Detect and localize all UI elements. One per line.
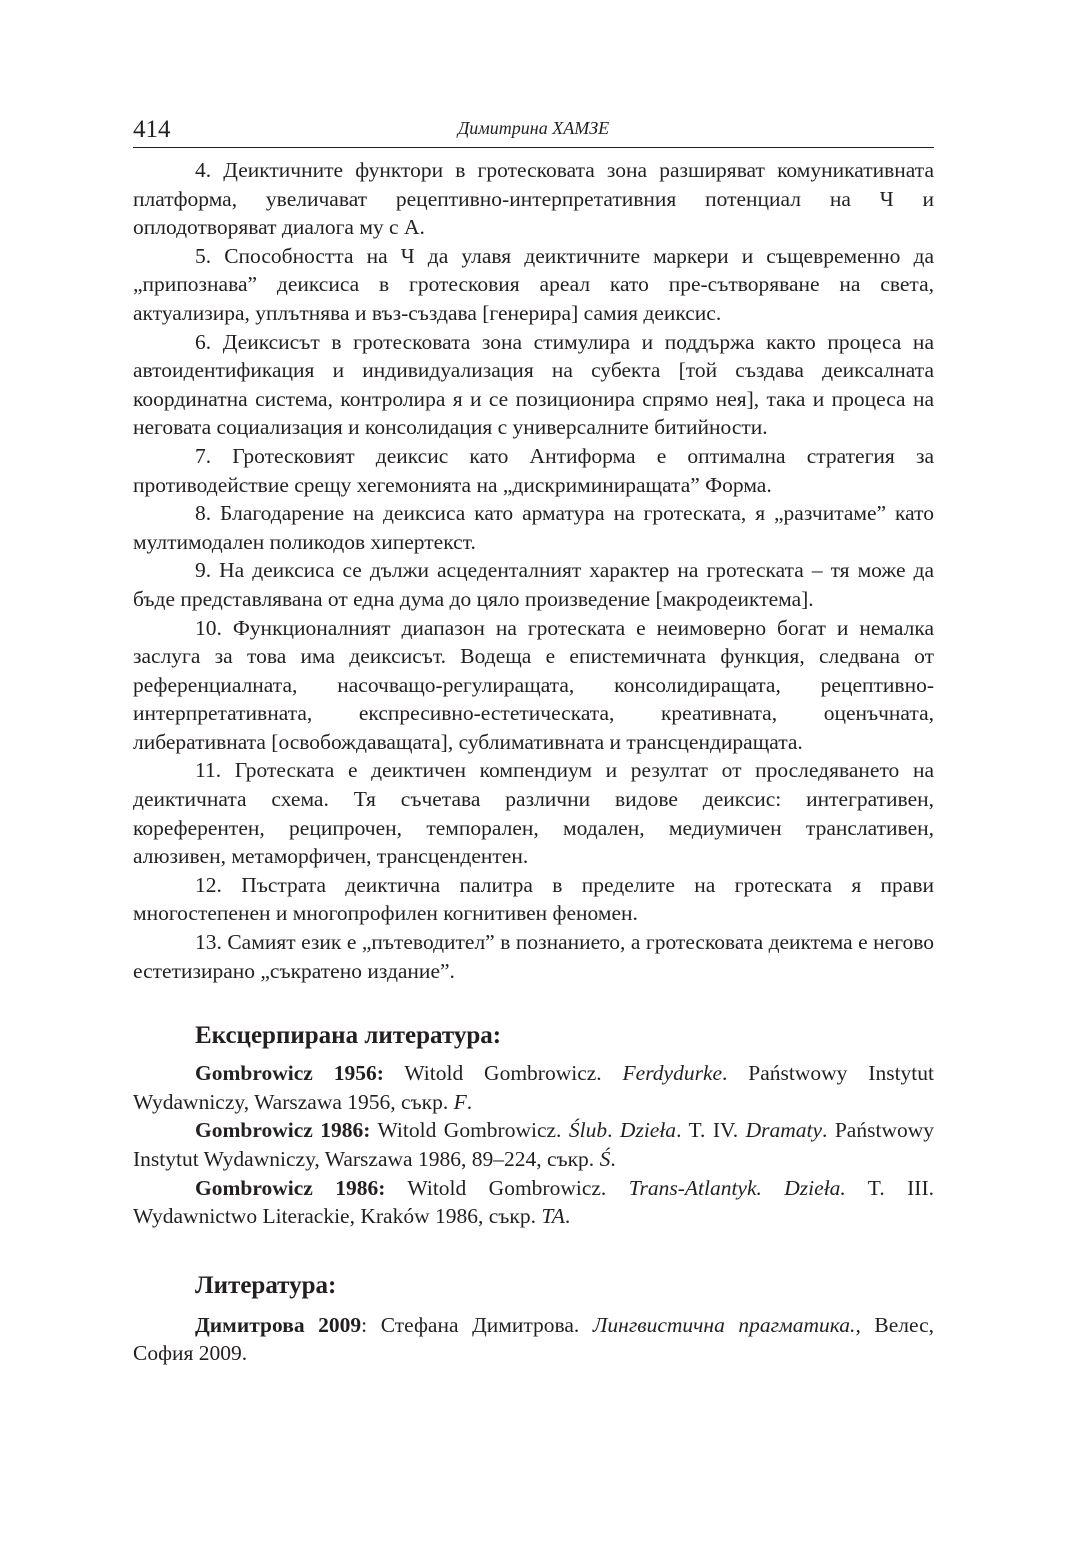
paragraph-6: 6. Деиксисът в гротесковата зона стимулира и поддържа както процеса на автоидентификация и индивидуализация на субекта [той създава деиксалната координатна система, контролира я и се позиционира спрямо нея], така и процеса на неговата социализация и консолидация с универсалните битийности. <box>133 329 934 440</box>
paragraph-5: 5. Способността на Ч да улавя деиктичните маркери и същевременно да „припознава” деиксиса в гротесковия ареал като пре-сътворяване на света, актуализира, уплътнява и въз-създава [генерира] самия деиксис. <box>133 243 934 325</box>
reference-separator: . <box>607 1118 620 1143</box>
reference-end: . <box>466 1089 473 1114</box>
reference-entry <box>133 1116 934 1173</box>
reference-author: : Стефана Димитрова. <box>361 1312 593 1337</box>
reference-key: Димитрова 2009 <box>195 1312 362 1337</box>
reference-end: . <box>564 1204 571 1229</box>
page-number: 414 <box>133 116 171 143</box>
reference-publisher: . Państwowy Instytut Wydawniczy, Warszawa 1956, съкр. <box>133 1061 934 1114</box>
paragraph-9: 9. На деиксиса се дължи асцеденталният характер на гротеската – тя може да бъде представлявана от една дума до цяло произведение [макродеиктема]. <box>133 558 934 611</box>
reference-author: Witold Gombrowicz. <box>385 1175 629 1200</box>
reference-key: Gombrowicz 1986: <box>195 1175 386 1200</box>
reference-author: Witold Gombrowicz. <box>383 1061 623 1086</box>
reference-entry <box>133 1311 934 1368</box>
reference-title: Trans-Atlantyk. Dzieła. <box>628 1175 846 1200</box>
reference-end: . <box>610 1147 616 1171</box>
reference-key: Gombrowicz 1956: <box>195 1061 384 1086</box>
reference-title: Dramaty <box>745 1118 823 1143</box>
reference-publisher: . Państwowy Instytut Wydawniczy, Warszawa 1986, 89–224, съкр. <box>133 1118 934 1171</box>
reference-author: Witold Gombrowicz. <box>370 1118 569 1143</box>
paragraph-4: 4. Деиктичните функтори в гротесковата зона разширяват комуникативната платформа, увеличават рецептивно-интерпретативния потенциал на Ч и оплодотворяват диалога му с А. <box>133 158 934 240</box>
page-header <box>133 111 934 148</box>
reference-publisher: , Велес, София 2009. <box>133 1312 934 1366</box>
paragraph-12: 12. Пъстрата деиктична палитра в пределите на гротеската я прави многостепенен и многопрофилен когнитивен феномен. <box>133 872 934 926</box>
reference-entry <box>133 1174 934 1231</box>
reference-title: Dzieła <box>619 1118 677 1143</box>
paragraph-7: 7. Гротесковият деиксис като Антиформа е оптимална стратегия за противодействие срещу хегемонията на „дискриминиращата” Форма. <box>133 443 934 497</box>
reference-publisher: T. III. Wydawnictwo Literackie, Kraków 1986, съкр. <box>133 1175 934 1229</box>
reference-abbreviation: TA <box>541 1204 565 1229</box>
reference-title: Ferdydurke <box>622 1061 723 1086</box>
running-head-author: Димитрина ХАМЗЕ <box>457 118 610 138</box>
paragraph-13: 13. Самият език е „пътеводител” в познанието, а гротесковата деиктема е негово естетизирано „съкратено издание”. <box>133 930 934 983</box>
body-text <box>133 156 934 1368</box>
paragraph-8: 8. Благодарение на деиксиса като арматура на гротеската, я „разчитаме” като мултимодален поликодов хипертекст. <box>133 501 934 554</box>
reference-title: Ślub <box>568 1118 608 1143</box>
reference-volume: . T. IV. <box>676 1118 746 1143</box>
reference-key: Gombrowicz 1986: <box>195 1118 371 1143</box>
reference-abbreviation: F <box>453 1089 467 1114</box>
literature-heading: Литература: <box>195 1271 337 1299</box>
reference-abbreviation: Ś <box>599 1147 611 1171</box>
paragraph-10: 10. Функционалният диапазон на гротеската е неимоверно богат и немалка заслуга за това има деиксисът. Водеща е епистемичната функция, следвана от референциалната, насочващо-регулиращата, консолидиращата, рецептивно-интерпретативната, експресивно-естетическата, креативната, оценъчната, либеративната [освобождаващата], сублимативната и трансцендиращата. <box>133 615 934 754</box>
paragraph-11: 11. Гротеската е деиктичен компендиум и резултат от проследяването на деиктичната схема. Тя съчетава различни видове деиксис: интегративен, кореферентен, реципрочен, темпорален, модален, медиумичен транслативен, алюзивен, метаморфичен, трансцендентен. <box>133 758 934 869</box>
reference-entry <box>133 1059 934 1116</box>
reference-title: Лингвистична прагматика. <box>592 1312 856 1337</box>
excerpted-literature-heading: Ексцерпирана литература: <box>195 1022 502 1050</box>
